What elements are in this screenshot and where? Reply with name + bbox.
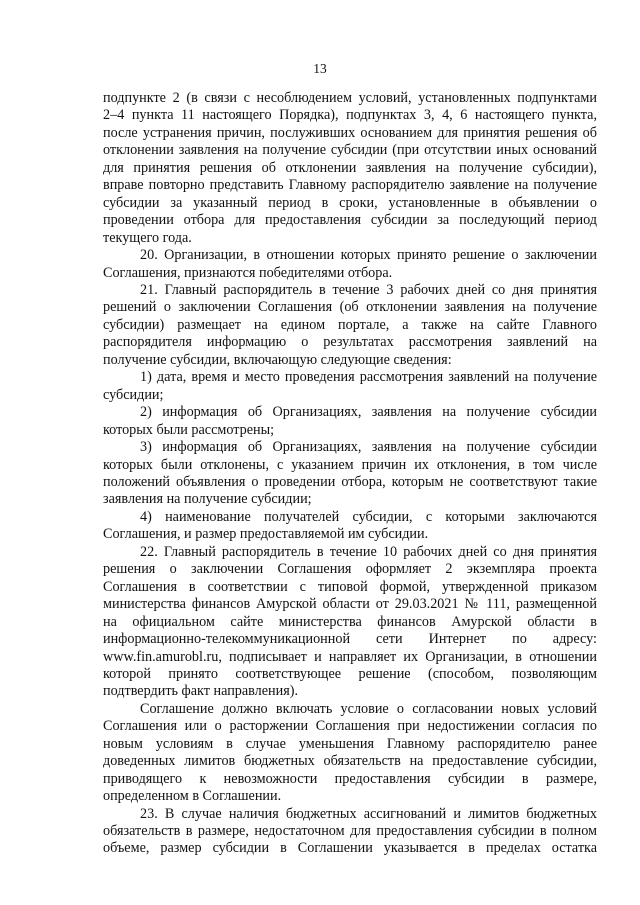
text-line: Соглашения, признаются победителями отбора. [103,264,393,281]
text-line: приводящего к невозможности предоставления субсидии в размере, [103,770,597,787]
text-line: 4) наименование получателей субсидии, с которыми заключаются [140,508,597,525]
paragraph-21-item-3 [103,439,597,509]
text-line: положений объявления о проведении отбора, которым не соответствуют такие [103,473,597,490]
text-line: 23. В случае наличия бюджетных ассигнований и лимитов бюджетных [140,805,597,822]
text-line: 22. Главный распорядитель в течение 10 рабочих дней со дня принятия [140,543,597,560]
page-number: 13 [313,61,327,76]
paragraph-22 [103,544,597,701]
text-line: субсидии) размещает на едином портале, а также на сайте Главного [103,316,597,333]
paragraph-21-item-2 [103,404,597,439]
text-line: заявления на получение субсидии; [103,491,312,508]
text-line: министерства финансов Амурской области от 29.03.2021 № 111, размещенной [103,596,597,613]
text-line: Соглашения, и размер предоставляемой им субсидии. [103,526,429,543]
paragraph [103,90,597,247]
text-line: после устранения причин, послуживших основанием для принятия решения об [103,124,597,141]
text-line: объеме, размер субсидии в Соглашении указывается в пределах остатка [103,840,597,857]
paragraph-22-agreement-terms [103,701,597,806]
text-line: которых были отклонены, с указанием причин их отклонения, в том числе [103,456,597,473]
text-line: 2) информация об Организациях, заявления на получение субсидии [140,404,597,421]
text-line: подпункте 2 (в связи с несоблюдением условий, установленных подпунктами [103,90,597,106]
document-body [103,90,597,858]
text-line: вправе повторно представить Главному распорядителю заявление на получение [103,177,597,194]
text-line: доведенных лимитов бюджетных обязательств на предоставление субсидии, [103,753,597,770]
text-line: решения о заключении Соглашения оформляет 2 экземпляра проекта [103,561,597,578]
text-line: 21. Главный распорядитель в течение 3 рабочих дней со дня принятия [140,281,597,298]
text-line: Соглашения в соответствии с типовой формой, утвержденной приказом [103,578,597,595]
text-line: обязательств в размере, недостаточном для предоставления субсидии в полном [103,823,597,840]
text-line: Соглашения или о расторжении Соглашения при недостижении согласия по [103,718,597,735]
paragraph-20 [103,247,597,282]
text-line: распорядителя информацию о результатах рассмотрения заявлений на [103,334,597,351]
text-line: решений о заключении Соглашения (об отклонении заявления на получение [103,299,597,316]
text-line: которой принято соответствующее решение (способом, позволяющим [103,665,597,682]
text-line: www.fin.amurobl.ru, подписывает и направляет их Организации, в отношении [103,648,597,665]
text-line: на официальном сайте министерства финансов Амурской области в [103,613,597,630]
text-line: 20. Организации, в отношении которых принято решение о заключении [140,247,597,264]
text-line: 3) информация об Организациях, заявления на получение субсидии [140,439,597,456]
paragraph-23 [103,806,597,858]
text-line: 2–4 пункта 11 настоящего Порядка), подпунктах 3, 4, 6 настоящего пункта, [103,107,597,124]
text-line: Соглашение должно включать условие о согласовании новых условий [140,700,597,717]
text-line: которых были рассмотрены; [103,421,275,438]
text-line: для принятия решения об отклонении заявления на получение субсидии), [103,159,597,176]
text-line: текущего года. [103,229,192,246]
text-line: 1) дата, время и место проведения рассмотрения заявлений на получение [140,369,597,386]
text-line: отклонении заявления на получение субсидии (при отсутствии иных оснований [103,142,597,159]
paragraph-21 [103,282,597,369]
paragraph-21-item-1 [103,369,597,404]
text-line: новым условиям в случае уменьшения Главному распорядителю ранее [103,735,597,752]
paragraph-21-item-4 [103,509,597,544]
text-line: подтвердить факт направления). [103,683,299,700]
text-line: субсидии за указанный период в сроки, установленные в объявлении о [103,194,597,211]
text-line: определенном в Соглашении. [103,788,282,805]
text-line: информационно-телекоммуникационной сети Интернет по адресу: [103,631,597,648]
text-line: проведении отбора для предоставления субсидии за последующий период [103,212,597,229]
text-line: субсидии; [103,386,164,403]
text-line: получение субсидии, включающую следующие сведения: [103,351,452,368]
